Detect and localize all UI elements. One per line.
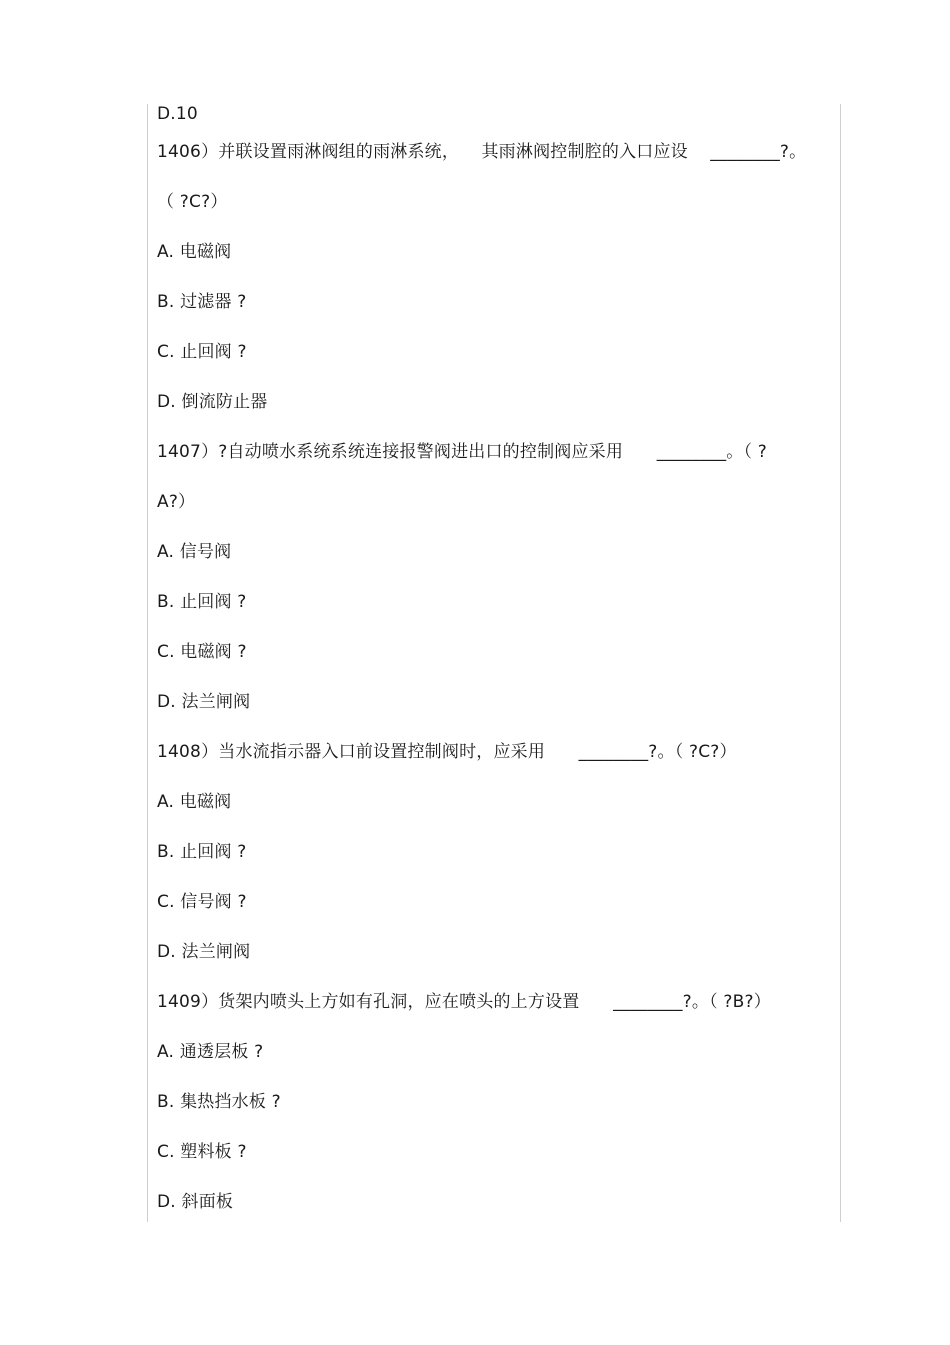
option-a-1408: A. 电磁阀 bbox=[157, 792, 232, 812]
option-b-1409: B. 集热挡水板 ? bbox=[157, 1092, 281, 1112]
document-body bbox=[157, 100, 837, 1238]
option-a-1409: A. 通透层板 ? bbox=[157, 1042, 264, 1062]
option-c-1408: C. 信号阀 ? bbox=[157, 892, 247, 912]
option-c-1406: C. 止回阀 ? bbox=[157, 342, 247, 362]
question-1407: 1407）?自动喷水系统系统连接报警阀进出口的控制阀应采用 ________。（ ? bbox=[157, 442, 768, 462]
option-b-1406: B. 过滤器 ? bbox=[157, 292, 247, 312]
option-d-1408: D. 法兰闸阀 bbox=[157, 942, 251, 962]
question-1409: 1409）货架内喷头上方如有孔洞，应在喷头的上方设置 ________?。（ ?B?） bbox=[157, 992, 771, 1012]
option-c-1407: C. 电磁阀 ? bbox=[157, 642, 247, 662]
option-a-1406: A. 电磁阀 bbox=[157, 242, 232, 262]
option-d-1405: D.10 bbox=[157, 104, 198, 124]
option-a-1407: A. 信号阀 bbox=[157, 542, 232, 562]
option-d-1409: D. 斜面板 bbox=[157, 1192, 234, 1212]
option-d-1406: D. 倒流防止器 bbox=[157, 392, 268, 412]
option-b-1408: B. 止回阀 ? bbox=[157, 842, 247, 862]
option-b-1407: B. 止回阀 ? bbox=[157, 592, 247, 612]
question-1408: 1408）当水流指示器入口前设置控制阀时，应采用 ________?。（ ?C?） bbox=[157, 742, 737, 762]
option-d-1407: D. 法兰闸阀 bbox=[157, 692, 251, 712]
question-1406: 1406）并联设置雨淋阀组的雨淋系统， 其雨淋阀控制腔的入口应设 ________?。 bbox=[157, 142, 807, 162]
option-c-1409: C. 塑料板 ? bbox=[157, 1142, 247, 1162]
answer-1407: A?） bbox=[157, 492, 196, 512]
answer-1406: （ ?C?） bbox=[157, 192, 228, 212]
